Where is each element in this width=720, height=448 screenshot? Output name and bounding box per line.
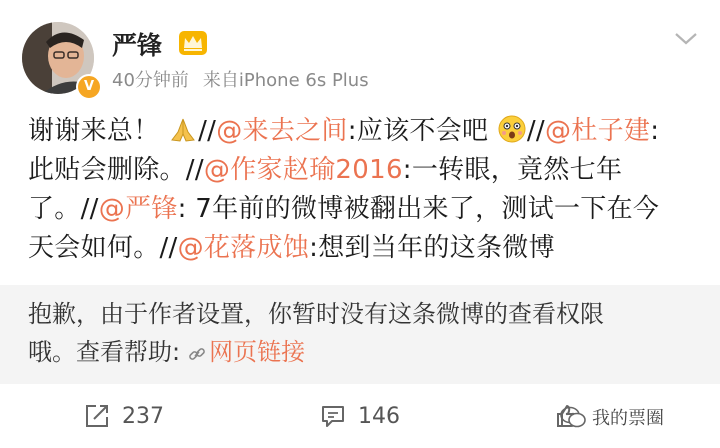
mention-link[interactable]: @花落成蚀 (177, 233, 310, 263)
mention-link[interactable]: @严锋 (98, 194, 178, 224)
content-line (28, 151, 700, 190)
repost-count: 237 (122, 403, 164, 429)
text-segment: 此贴会删除。// (28, 155, 204, 185)
mention-link[interactable]: @来去之间 (216, 116, 348, 146)
content-line (28, 112, 700, 151)
web-link[interactable]: 网页链接 (209, 338, 306, 366)
username[interactable]: 严锋 (112, 31, 163, 60)
comment-icon (320, 403, 346, 429)
chevron-down-icon[interactable] (672, 28, 700, 48)
comment-button[interactable] (320, 402, 400, 430)
post-meta (112, 66, 369, 92)
post-header (0, 0, 720, 112)
text-segment: : 7年前的微博被翻出来了，测试一下在今 (177, 194, 660, 224)
wechat-icon (560, 406, 586, 428)
text-segment: 谢谢来总！ (28, 116, 160, 146)
post-content (28, 112, 700, 268)
praying-hands-icon (168, 116, 198, 144)
content-line (28, 190, 700, 229)
repost-icon (84, 403, 110, 429)
astonished-face-icon (497, 114, 527, 144)
text-segment: 天会如何。// (28, 233, 178, 263)
text-segment: 了。// (28, 194, 99, 224)
watermark-text: 我的票圈 (592, 408, 664, 429)
post-source: 来自iPhone 6s Plus (202, 70, 369, 91)
timestamp: 40分钟前 (112, 70, 189, 91)
text-segment: // (526, 116, 545, 146)
watermark (560, 404, 664, 430)
repost-button[interactable] (84, 402, 164, 430)
notice-line: 抱歉，由于作者设置，你暂时没有这条微博的查看权限 (28, 300, 604, 328)
text-segment: // (198, 116, 217, 146)
verified-badge: V (76, 74, 102, 100)
text-segment: : (650, 116, 660, 146)
text-segment: :应该不会吧 (347, 116, 489, 146)
text-segment: :想到当年的这条微博 (309, 233, 555, 263)
mention-link[interactable]: @杜子建 (545, 116, 651, 146)
crown-icon (178, 30, 208, 56)
text-segment: :一转眼，竟然七年 (402, 155, 623, 185)
notice-text (28, 295, 688, 371)
notice-help-text: 哦。查看帮助: (28, 338, 181, 366)
mention-link[interactable]: @作家赵瑜2016 (203, 155, 403, 185)
link-icon (188, 345, 206, 363)
permission-notice (0, 285, 720, 384)
comment-count: 146 (358, 403, 400, 429)
content-line (28, 229, 700, 268)
notice-line (28, 333, 688, 371)
